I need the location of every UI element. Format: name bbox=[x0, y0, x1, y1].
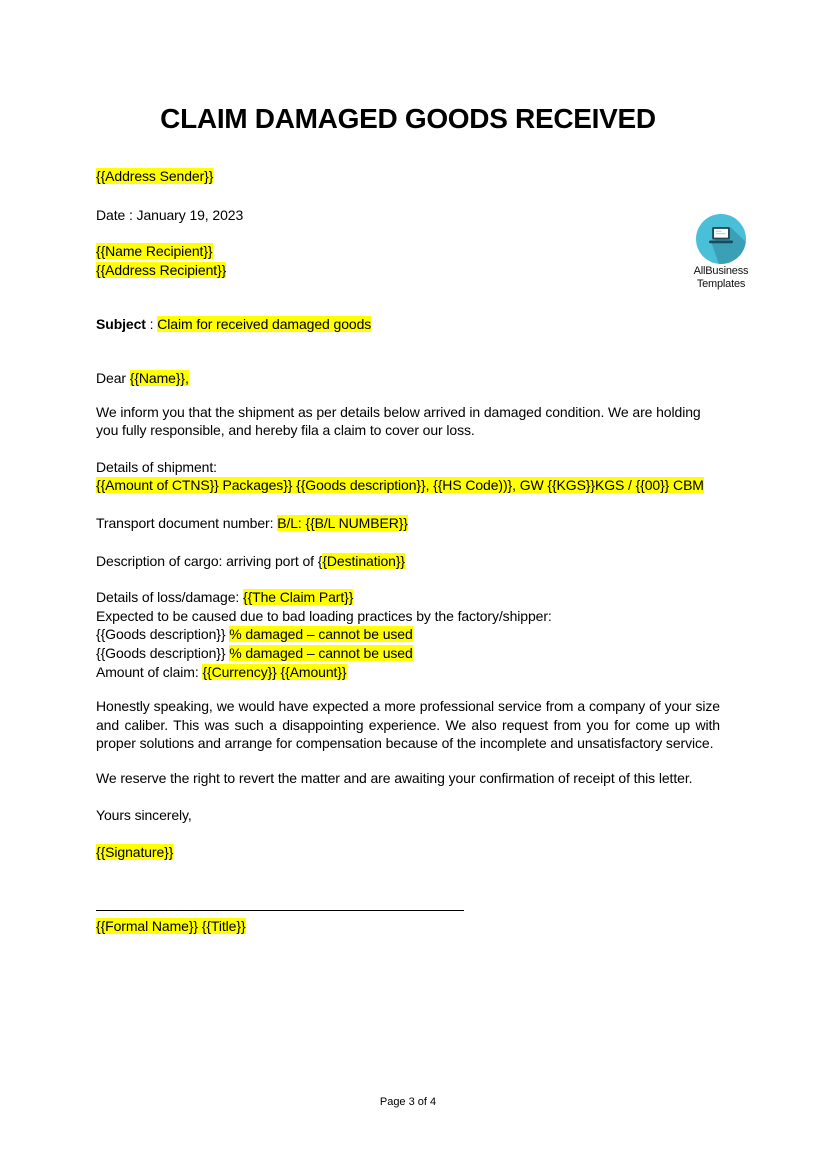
damage-line-1-label: {{Goods description}} bbox=[96, 626, 230, 643]
formal-name-placeholder: {{Formal Name}} {{Title}} bbox=[96, 917, 246, 934]
cargo-label: Description of cargo: arriving port of { bbox=[96, 552, 323, 569]
allbusiness-logo bbox=[687, 214, 755, 291]
logo-text-line2: Templates bbox=[696, 278, 746, 290]
name-recipient-field bbox=[96, 242, 720, 261]
damage-line-2-value: % damaged – cannot be used bbox=[229, 644, 413, 661]
damage-line-2-label: {{Goods description}} bbox=[96, 644, 230, 661]
transport-document-line bbox=[96, 514, 720, 533]
name-recipient-placeholder: {{Name Recipient}} bbox=[96, 243, 213, 260]
signature-field bbox=[96, 843, 720, 862]
shipment-value-line bbox=[96, 476, 720, 495]
loss-claim-placeholder: {{The Claim Part}} bbox=[243, 589, 354, 606]
subject-separator: : bbox=[145, 316, 158, 333]
address-recipient-placeholder: {{Address Recipient}} bbox=[96, 261, 227, 278]
shipment-details-block bbox=[96, 458, 720, 495]
recipient-block bbox=[96, 242, 720, 279]
loss-damage-block bbox=[96, 588, 720, 681]
address-sender-placeholder: {{Address Sender}} bbox=[96, 168, 214, 184]
shipment-label: Details of shipment: bbox=[96, 458, 217, 475]
cargo-destination-placeholder: {Destination}} bbox=[322, 552, 406, 569]
salutation-prefix: Dear bbox=[96, 369, 130, 386]
transport-value-placeholder: B/L: {{B/L NUMBER}} bbox=[277, 514, 408, 531]
document-page bbox=[0, 102, 816, 1158]
subject-label: Subject bbox=[96, 316, 146, 333]
reserve-rights-paragraph: We reserve the right to revert the matter and are awaiting your confirmation of receipt of this letter. bbox=[96, 769, 693, 786]
page-title: CLAIM DAMAGED GOODS RECEIVED bbox=[160, 103, 656, 134]
logo-text bbox=[687, 265, 755, 291]
letter-body bbox=[96, 167, 720, 935]
complaint-paragraph: Honestly speaking, we would have expected a more professional service from a company of your size and caliber. This was such a disappointing experience. We also request from you for come up with proper solutions and arrange for compensation because of the incomplete and unsatisfactory service. bbox=[96, 698, 720, 752]
intro-paragraph: We inform you that the shipment as per details below arrived in damaged condition. We are holding you fully responsible, and hereby fila a claim to cover our loss. bbox=[96, 403, 701, 439]
laptop-icon bbox=[696, 214, 746, 264]
formal-name-field bbox=[96, 917, 720, 936]
salutation-line bbox=[96, 369, 720, 388]
salutation-name-placeholder: {{Name}}, bbox=[129, 369, 189, 386]
date-line: Date : January 19, 2023 bbox=[96, 206, 244, 223]
shipment-value-placeholder: {{Amount of CTNS}} Packages}} {{Goods description}}, {{HS Code))}, GW {{KGS}}KGS / {{00}} CBM bbox=[96, 477, 704, 494]
signature-rule bbox=[96, 910, 464, 911]
page-number-footer: Page 3 of 4 bbox=[379, 1096, 437, 1108]
expected-cause-line: Expected to be caused due to bad loading practices by the factory/shipper: bbox=[96, 607, 552, 624]
damage-line-1 bbox=[96, 625, 720, 644]
subject-line bbox=[96, 315, 720, 334]
address-recipient-field bbox=[96, 261, 720, 280]
claim-label: Amount of claim: bbox=[96, 663, 203, 680]
signature-placeholder: {{Signature}} bbox=[96, 844, 174, 861]
loss-label: Details of loss/damage: bbox=[96, 589, 244, 606]
logo-text-line1: AllBusiness bbox=[693, 265, 749, 277]
closing-line: Yours sincerely, bbox=[96, 807, 192, 824]
damage-line-1-value: % damaged – cannot be used bbox=[229, 626, 413, 643]
address-sender-field bbox=[96, 167, 720, 186]
cargo-description-line bbox=[96, 552, 720, 571]
transport-label: Transport document number: bbox=[96, 514, 278, 531]
amount-of-claim-line bbox=[96, 663, 720, 682]
loss-damage-line bbox=[96, 588, 720, 607]
subject-value: Claim for received damaged goods bbox=[157, 316, 372, 333]
claim-value-placeholder: {{Currency}} {{Amount}} bbox=[202, 663, 347, 680]
damage-line-2 bbox=[96, 644, 720, 663]
